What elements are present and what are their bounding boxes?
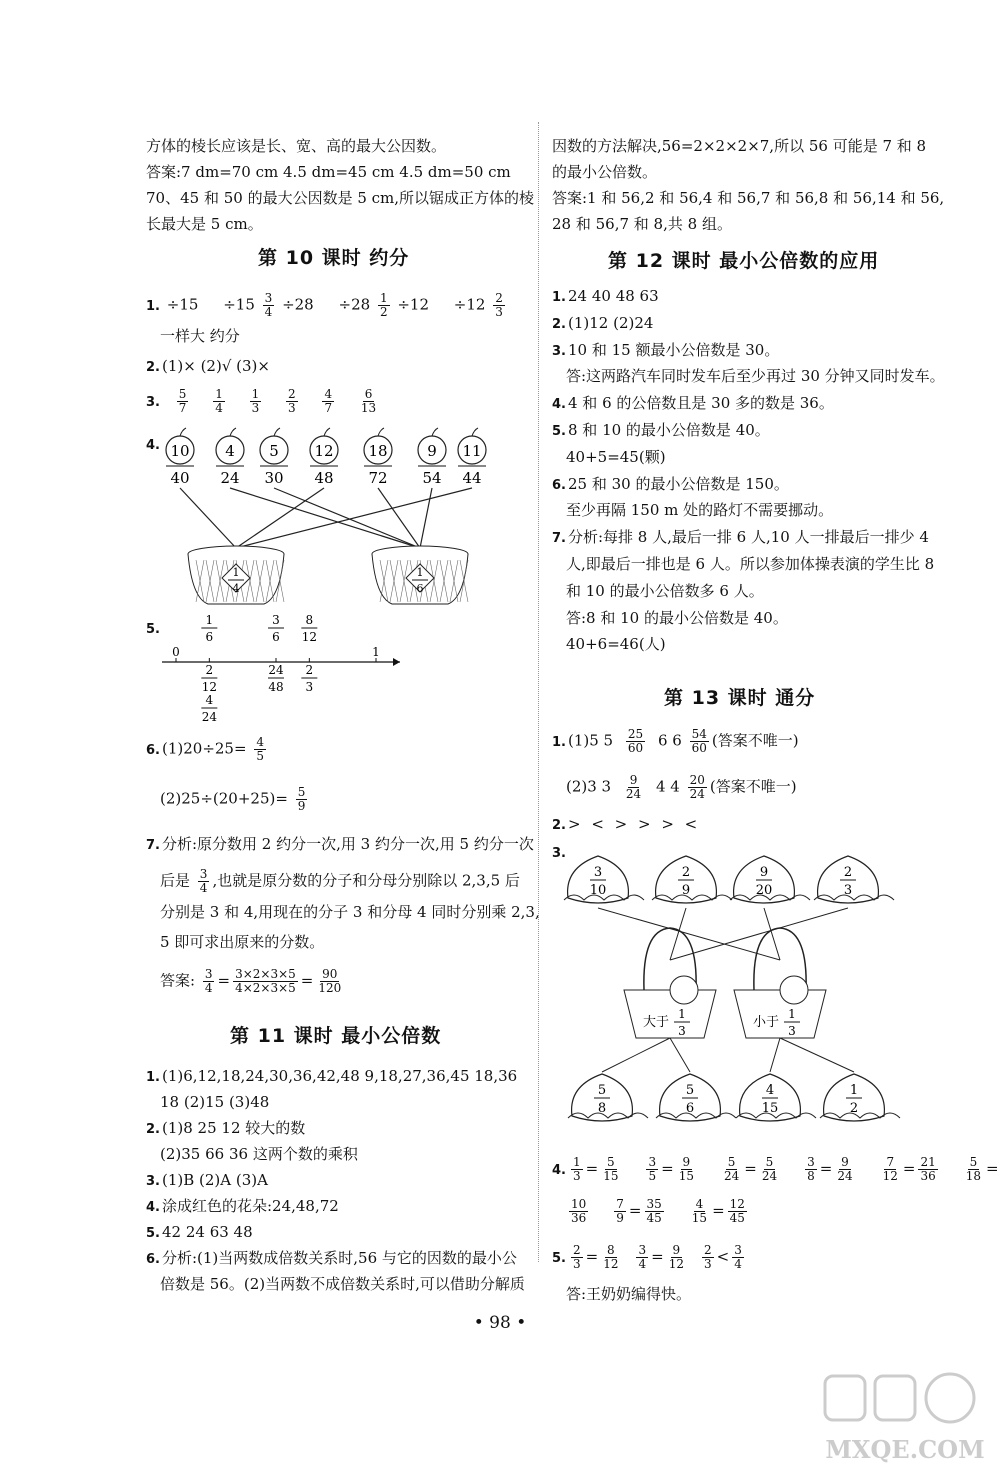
text-line: 1. 24 40 48 63 xyxy=(552,287,659,305)
text-line: 2. (1)12 (2)24 xyxy=(552,313,654,332)
q7-line: 分别是 3 和 4,用现在的分子 3 和分母 4 同时分别乘 2,3, xyxy=(160,903,540,921)
connector-line xyxy=(598,908,780,960)
fraction: $\frac{4}{15}$ xyxy=(691,1197,708,1225)
text-line: 4. 4 和 6 的公倍数且是 30 多的数是 36。 xyxy=(552,394,834,413)
apple-denominator: 48 xyxy=(314,469,334,487)
watermark-logo xyxy=(805,1366,1005,1470)
fraction: $\frac{2}{3}$ xyxy=(703,1243,712,1271)
text-line: 倍数是 56。(2)当两数不成倍数关系时,可以借助分解质 xyxy=(160,1275,525,1293)
fraction: $\frac{3}{8}$ xyxy=(807,1155,815,1183)
connector-line xyxy=(770,1038,780,1072)
text-line: 人,即最后一排也是 6 人。所以参加体操表演的学生比 8 xyxy=(566,555,935,573)
fraction-denominator: 24 xyxy=(201,710,217,724)
fraction-denominator: 3 xyxy=(788,1024,796,1038)
text-line: 40+6=46(人) xyxy=(566,635,666,654)
q5-number: 5. xyxy=(146,622,160,637)
q7-line: 5 即可求出原来的分数。 xyxy=(160,933,325,951)
text-line: 答:这两路汽车同时发车后至少再过 30 分钟又同时发车。 xyxy=(566,367,945,386)
apple-denominator: 24 xyxy=(220,469,240,487)
text-line: 6. 25 和 30 的最小公倍数是 150。 xyxy=(552,474,789,493)
text-line: (2)35 66 36 这两个数的乘积 xyxy=(160,1145,358,1163)
fraction: $\frac{9}{24}$ xyxy=(837,1155,853,1183)
svg-text:MXQE.COM: MXQE.COM xyxy=(825,1435,985,1464)
connector-line xyxy=(274,488,420,548)
fraction: $\frac{3}{5}$ xyxy=(648,1155,657,1183)
text-line: 和 10 的最小公倍数多 6 人。 xyxy=(566,581,764,600)
apple-stem xyxy=(230,428,236,436)
apple-numerator: 9 xyxy=(427,442,437,460)
fraction-denominator: 6 xyxy=(205,630,214,644)
apple-numerator: 11 xyxy=(462,442,482,460)
number-line-diagram xyxy=(152,613,402,724)
apple-basket-diagram xyxy=(156,426,506,611)
section-title: 第 12 课时 最小公倍数的应用 xyxy=(608,250,880,272)
apple-numerator: 4 xyxy=(225,442,235,460)
fraction: $\frac{3}{4}$ xyxy=(638,1243,647,1271)
fraction: $\frac{12}{45}$ xyxy=(729,1197,745,1225)
arrow-icon xyxy=(393,658,400,666)
fraction: $\frac{5}{24}$ xyxy=(761,1155,778,1183)
apple-denominator: 54 xyxy=(422,469,442,487)
fraction-numerator: 3 xyxy=(593,865,603,880)
fraction-denominator: 10 xyxy=(589,883,607,898)
fraction-numerator: 4 xyxy=(205,693,214,707)
fraction-denominator: 6 xyxy=(416,582,424,595)
fraction-numerator: 5 xyxy=(685,1083,695,1098)
text-line: 5. 42 24 63 48 xyxy=(146,1223,253,1241)
fraction-denominator: 4 xyxy=(232,582,240,595)
bow-icon xyxy=(780,976,808,1004)
text-line: 18 (2)15 (3)48 xyxy=(160,1093,270,1111)
text-line: 3. (1)B (2)A (3)A xyxy=(146,1171,268,1189)
apple-numerator: 5 xyxy=(269,442,279,460)
text-line: 答案:7 dm=70 cm 4.5 dm=45 cm 4.5 dm=50 cm xyxy=(146,163,511,181)
q5-line: 5. $\frac{2}{3}$ = $\frac{8}{12}$ $\frac{3}{4}$ = $\frac{9}{12}$ $\frac{2}{3}$ < $\frac{3}{4}$ xyxy=(552,1243,742,1271)
fraction-numerator: 2 xyxy=(305,663,314,677)
section-title: 第 10 课时 约分 xyxy=(258,247,410,269)
q1-line: (2)3 3 $\frac{9}{24}$ 4 4 $\frac{20}{24}$ (答案不唯一) xyxy=(566,773,797,801)
q7-line: 后是 $\frac{3}{4}$ ,也就是原分数的分子和分母分别除以 2,3,5 后 xyxy=(160,867,520,895)
text-line: 方体的棱长应该是长、宽、高的最大公因数。 xyxy=(146,137,447,155)
tick-label: 0 xyxy=(172,645,180,659)
fraction: $\frac{3}{4}$ xyxy=(734,1243,742,1271)
fraction-numerator: 3 xyxy=(272,613,280,627)
basket-label: 大于 xyxy=(642,1015,670,1030)
fraction-numerator: 1 xyxy=(788,1007,796,1021)
q3-number: 3. xyxy=(552,846,566,861)
connector-line xyxy=(780,1038,854,1072)
fraction-denominator: 6 xyxy=(685,1101,695,1116)
fraction-numerator: 8 xyxy=(305,613,314,627)
q4-line: $\frac{10}{36}$ $\frac{7}{9}$ = $\frac{35}{45}$ $\frac{4}{15}$ = $\frac{12}{45}$ xyxy=(571,1197,745,1225)
apple-denominator: 40 xyxy=(170,469,190,487)
text-line: 2. (1)8 25 12 较大的数 xyxy=(146,1119,306,1137)
fraction-numerator: 1 xyxy=(232,566,240,579)
connector-line xyxy=(602,1038,670,1072)
fraction-numerator: 2 xyxy=(205,663,214,677)
page-number: • 98 • xyxy=(473,1313,527,1333)
connector-line xyxy=(670,908,848,960)
fraction: $\frac{35}{45}$ xyxy=(646,1197,662,1225)
apple-stem xyxy=(180,428,186,436)
apple-stem xyxy=(378,428,384,436)
fraction-numerator: 1 xyxy=(849,1083,859,1098)
fraction-denominator: 3 xyxy=(305,680,314,694)
fraction-denominator: 8 xyxy=(597,1101,607,1116)
tick-label: 1 xyxy=(372,645,380,659)
connector-line xyxy=(236,488,324,548)
text-line: 3. 10 和 15 额最小公倍数是 30。 xyxy=(552,340,780,359)
fraction: $\frac{5}{24}$ xyxy=(723,1155,740,1183)
apple-denominator: 72 xyxy=(368,469,388,487)
q2-line: 2. > < > > > < xyxy=(552,815,701,833)
text-line: 7. 分析:每排 8 人,最后一排 6 人,10 人一排最后一排少 4 xyxy=(552,528,929,547)
fraction: $\frac{10}{36}$ xyxy=(571,1197,587,1225)
apple-numerator: 18 xyxy=(368,442,388,460)
apple-stem xyxy=(432,428,438,436)
basket-icon xyxy=(734,990,826,1038)
fraction-denominator: 6 xyxy=(272,630,280,644)
apple-denominator: 44 xyxy=(462,469,482,487)
fraction: $\frac{5}{15}$ xyxy=(603,1155,619,1183)
q5-answer: 答:王奶奶编得快。 xyxy=(566,1285,692,1303)
text-line: 6. 分析:(1)当两数成倍数关系时,56 与它的因数的最小公 xyxy=(146,1249,517,1267)
fraction: $\frac{8}{12}$ xyxy=(603,1243,619,1271)
text-line: 至少再隔 150 m 处的路灯不需要挪动。 xyxy=(566,501,834,520)
fraction-numerator: 24 xyxy=(268,663,284,677)
fraction-denominator: 9 xyxy=(681,883,691,898)
fraction-denominator: 12 xyxy=(201,680,217,694)
basket-label: 小于 xyxy=(752,1015,780,1030)
q6a-line: 6. (1)20÷25= $\frac{4}{5}$ xyxy=(146,735,264,763)
fraction-numerator: 9 xyxy=(759,865,769,880)
text-line: 因数的方法解决,56=2×2×2×7,所以 56 可能是 7 和 8 xyxy=(552,137,927,155)
fraction-numerator: 1 xyxy=(678,1007,686,1021)
fraction-numerator: 5 xyxy=(597,1083,607,1098)
fraction-denominator: 3 xyxy=(678,1024,686,1038)
section-title: 第 11 课时 最小公倍数 xyxy=(230,1025,442,1047)
column-divider xyxy=(538,122,539,1262)
fraction: $\frac{21}{36}$ xyxy=(920,1155,936,1183)
section-title: 第 13 课时 通分 xyxy=(664,687,816,709)
q1-line: 1. (1)5 5 $\frac{25}{60}$ 6 6 $\frac{54}{60}$ (答案不唯一) xyxy=(552,727,799,755)
fraction: $\frac{5}{18}$ xyxy=(965,1155,982,1183)
fraction-numerator: 2 xyxy=(843,865,853,880)
q7-answer: 答案: $\frac{3}{4}$ = $\frac{3\times 2\times 3\times 5}{4\times 2\times 3\times 5}$ = $\frac{90}{120}$ xyxy=(160,967,342,995)
text-line: 70、45 和 50 的最大公因数是 5 cm,所以锯成正方体的棱 xyxy=(146,189,535,207)
apple-stem xyxy=(324,428,330,436)
connector-line xyxy=(670,1038,690,1072)
text-line: 一样大 约分 xyxy=(160,327,240,345)
q4-number: 4. xyxy=(146,438,160,453)
fraction-numerator: 1 xyxy=(205,613,214,627)
fraction-denominator: 48 xyxy=(268,680,284,694)
fraction: $\frac{2}{3}$ xyxy=(572,1243,581,1271)
fraction-denominator: 20 xyxy=(755,883,773,898)
apple-numerator: 10 xyxy=(170,442,190,460)
text-line: 的最小公倍数。 xyxy=(552,163,658,181)
fraction-denominator: 15 xyxy=(761,1101,779,1116)
apple-stem xyxy=(472,428,478,436)
fraction-numerator: 1 xyxy=(416,566,424,579)
q3-line: 3. $\frac{5}{7}$ $\frac{1}{4}$ $\frac{1}{3}$ $\frac{2}{3}$ $\frac{4}{7}$ $\frac{6}{13}$ xyxy=(146,387,377,415)
fraction: $\frac{7}{9}$ xyxy=(616,1197,624,1225)
text-line: 1. (1)6,12,18,24,30,36,42,48 9,18,27,36,45 18,36 xyxy=(146,1067,518,1085)
fraction: $\frac{9}{12}$ xyxy=(668,1243,684,1271)
text-line: 长最大是 5 cm。 xyxy=(146,215,263,233)
q1-line: 1. ÷15 ÷15 $\frac{3}{4}$ ÷28 ÷28 $\frac{1}{2}$ ÷12 ÷12 $\frac{2}{3}$ xyxy=(146,291,503,319)
q6b-line: (2)25÷(20+25)= $\frac{5}{9}$ xyxy=(160,785,306,813)
fraction-numerator: 4 xyxy=(765,1083,775,1098)
fraction: $\frac{1}{3}$ xyxy=(572,1155,581,1183)
fraction-numerator: 2 xyxy=(681,865,691,880)
text-line: 28 和 56,7 和 8,共 8 组。 xyxy=(552,215,732,233)
fraction-denominator: 3 xyxy=(843,883,853,898)
q4-line: 4. $\frac{1}{3}$ = $\frac{5}{15}$ $\frac{3}{5}$ = $\frac{9}{15}$ $\frac{5}{24}$ = $\frac{5}{24}$ $\frac{3}{8}$ = $\frac{9}{24}$ $\frac{7}{12}$ = $\frac{21}{36}$ $\frac{5}{18}$ = xyxy=(552,1155,999,1183)
peach-basket-diagram xyxy=(558,840,888,1140)
text-line: 4. 涂成红色的花朵:24,48,72 xyxy=(146,1197,339,1215)
connector-line xyxy=(180,488,236,548)
basket-icon xyxy=(624,990,716,1038)
fraction-denominator: 12 xyxy=(301,630,317,644)
connector-line xyxy=(420,488,432,548)
fraction: $\frac{7}{12}$ xyxy=(882,1155,898,1183)
text-line: 答案:1 和 56,2 和 56,4 和 56,7 和 56,8 和 56,14 和 56, xyxy=(552,189,945,207)
apple-stem xyxy=(274,428,280,436)
text-line: 5. 8 和 10 的最小公倍数是 40。 xyxy=(552,421,770,439)
text-line: 40+5=45(颗) xyxy=(566,447,666,466)
apple-denominator: 30 xyxy=(264,469,284,487)
connector-line xyxy=(230,488,420,548)
q2-line: 2. (1)× (2)√ (3)× xyxy=(146,357,270,375)
apple-numerator: 12 xyxy=(314,442,334,460)
q7-line: 7. 分析:原分数用 2 约分一次,用 3 约分一次,用 5 约分一次 xyxy=(146,835,534,853)
connector-line xyxy=(236,488,472,548)
fraction-denominator: 2 xyxy=(849,1101,859,1116)
bow-icon xyxy=(670,976,698,1004)
fraction: $\frac{9}{15}$ xyxy=(678,1155,694,1183)
text-line: 答:8 和 10 的最小公倍数是 40。 xyxy=(566,608,788,627)
